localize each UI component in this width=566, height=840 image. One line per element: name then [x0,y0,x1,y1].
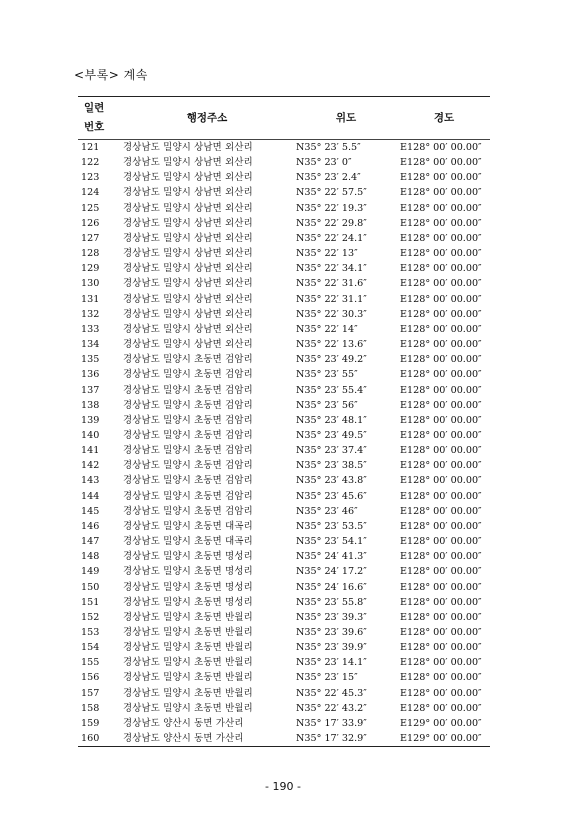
cell-number: 157 [81,687,100,699]
cell-longitude: E128° 00′ 00.00″ [400,339,482,351]
cell-longitude: E128° 00′ 00.00″ [400,217,482,229]
header-number-line1: 일련 [84,102,105,114]
cell-longitude: E128° 00′ 00.00″ [400,323,482,335]
cell-latitude: N35° 23′ 14.1″ [296,657,367,669]
table-row [78,428,490,443]
cell-longitude: E128° 00′ 00.00″ [400,202,482,214]
cell-latitude: N35° 23′ 48.1″ [296,414,367,426]
cell-address: 경상남도 밀양시 초동면 대곡리 [123,520,253,532]
cell-latitude: N35° 22′ 43.2″ [296,702,367,714]
cell-longitude: E128° 00′ 00.00″ [400,308,482,320]
cell-latitude: N35° 22′ 24.1″ [296,232,367,244]
cell-address: 경상남도 밀양시 상남면 외산리 [123,142,253,153]
cell-latitude: N35° 23′ 55.8″ [296,596,367,608]
cell-address: 경상남도 밀양시 초동면 검암리 [123,384,253,396]
cell-number: 159 [81,717,100,729]
cell-number: 156 [81,672,100,684]
header-latitude: 위도 [294,97,398,140]
appendix-heading: <부록> 계속 [74,68,148,82]
cell-number: 133 [81,323,100,335]
cell-number: 121 [81,142,100,153]
cell-address: 경상남도 밀양시 상남면 외산리 [123,217,253,229]
cell-longitude: E128° 00′ 00.00″ [400,475,482,487]
table-row [78,307,490,322]
cell-latitude: N35° 22′ 13.6″ [296,339,367,351]
table-row [78,337,490,352]
cell-latitude: N35° 22′ 19.3″ [296,202,367,214]
cell-latitude: N35° 23′ 39.3″ [296,611,367,623]
table-row [78,367,490,382]
cell-address: 경상남도 밀양시 초동면 반월리 [123,687,253,699]
cell-number: 148 [81,551,100,563]
cell-longitude: E128° 00′ 00.00″ [400,657,482,669]
cell-address: 경상남도 밀양시 초동면 검암리 [123,460,253,472]
cell-address: 경상남도 밀양시 초동면 검암리 [123,414,253,426]
table-row [78,261,490,276]
table-row [78,352,490,367]
cell-latitude: N35° 22′ 14″ [296,323,358,335]
cell-number: 149 [81,566,100,578]
cell-number: 128 [81,248,100,260]
table-row [78,595,490,610]
cell-longitude: E128° 00′ 00.00″ [400,172,482,184]
cell-latitude: N35° 23′ 39.9″ [296,642,367,654]
cell-number: 136 [81,369,100,381]
cell-longitude: E128° 00′ 00.00″ [400,142,482,153]
cell-latitude: N35° 23′ 15″ [296,672,358,684]
cell-number: 124 [81,187,100,199]
cell-longitude: E128° 00′ 00.00″ [400,702,482,714]
cell-longitude: E128° 00′ 00.00″ [400,248,482,260]
cell-number: 125 [81,202,100,214]
cell-number: 155 [81,657,100,669]
cell-address: 경상남도 밀양시 상남면 외산리 [123,323,253,335]
cell-longitude: E128° 00′ 00.00″ [400,460,482,472]
cell-number: 139 [81,414,100,426]
cell-number: 130 [81,278,100,290]
cell-latitude: N35° 23′ 43.8″ [296,475,367,487]
table-row [78,504,490,519]
cell-address: 경상남도 밀양시 초동면 명성리 [123,581,253,593]
header-address: 행정주소 [120,97,294,140]
table-row [78,716,490,731]
coordinates-table [78,96,490,747]
table-row [78,625,490,640]
cell-longitude: E128° 00′ 00.00″ [400,520,482,532]
cell-latitude: N35° 23′ 49.2″ [296,354,367,366]
cell-latitude: N35° 22′ 29.8″ [296,217,367,229]
table-row [78,670,490,685]
cell-number: 137 [81,384,100,396]
cell-address: 경상남도 밀양시 상남면 외산리 [123,248,253,260]
table-row [78,519,490,534]
table-row [78,170,490,185]
cell-address: 경상남도 밀양시 초동면 대곡리 [123,536,253,548]
cell-longitude: E128° 00′ 00.00″ [400,369,482,381]
table-row [78,686,490,701]
cell-number: 127 [81,232,100,244]
cell-number: 140 [81,429,100,441]
table-row [78,549,490,564]
table-row [78,246,490,261]
cell-latitude: N35° 22′ 45.3″ [296,687,367,699]
table-row [78,201,490,216]
cell-address: 경상남도 밀양시 상남면 외산리 [123,202,253,214]
cell-latitude: N35° 23′ 0″ [296,157,352,169]
cell-number: 142 [81,460,100,472]
cell-number: 151 [81,596,100,608]
cell-number: 153 [81,627,100,638]
table-row [78,443,490,458]
table-row [78,640,490,655]
table-row [78,655,490,670]
cell-latitude: N35° 22′ 30.3″ [296,308,367,320]
table-row [78,383,490,398]
cell-longitude: E128° 00′ 00.00″ [400,232,482,244]
cell-latitude: N35° 24′ 16.6″ [296,581,367,593]
table-row [78,534,490,549]
table-row [78,610,490,625]
cell-address: 경상남도 밀양시 상남면 외산리 [123,157,253,169]
cell-latitude: N35° 17′ 33.9″ [296,717,367,729]
cell-address: 경상남도 밀양시 초동면 반월리 [123,611,253,623]
table-row [78,216,490,231]
cell-address: 경상남도 밀양시 초동면 반월리 [123,702,253,714]
cell-address: 경상남도 밀양시 상남면 외산리 [123,172,253,184]
cell-latitude: N35° 22′ 13″ [296,248,358,260]
cell-longitude: E128° 00′ 00.00″ [400,429,482,441]
cell-longitude: E128° 00′ 00.00″ [400,490,482,502]
cell-longitude: E128° 00′ 00.00″ [400,611,482,623]
cell-number: 134 [81,339,100,351]
table-row [78,473,490,488]
cell-number: 131 [81,293,100,305]
cell-number: 158 [81,702,100,714]
cell-address: 경상남도 밀양시 상남면 외산리 [123,293,253,305]
cell-longitude: E128° 00′ 00.00″ [400,596,482,608]
page-number: - 190 - [265,780,301,793]
cell-address: 경상남도 밀양시 상남면 외산리 [123,232,253,244]
cell-longitude: E128° 00′ 00.00″ [400,687,482,699]
cell-latitude: N35° 22′ 34.1″ [296,263,367,275]
cell-latitude: N35° 24′ 41.3″ [296,551,367,563]
cell-number: 143 [81,475,100,487]
cell-latitude: N35° 24′ 17.2″ [296,566,367,578]
table-row [78,564,490,579]
cell-latitude: N35° 23′ 39.6″ [296,627,367,638]
header-longitude: 경도 [398,97,490,140]
cell-address: 경상남도 밀양시 초동면 명성리 [123,566,253,578]
cell-latitude: N35° 23′ 49.5″ [296,429,367,441]
cell-latitude: N35° 23′ 37.4″ [296,445,367,457]
table-row [78,701,490,716]
cell-number: 147 [81,536,100,548]
table-row [78,185,490,200]
cell-longitude: E128° 00′ 00.00″ [400,672,482,684]
cell-number: 150 [81,581,100,593]
cell-address: 경상남도 양산시 동면 가산리 [120,731,294,747]
cell-longitude: E128° 00′ 00.00″ [400,505,482,517]
cell-latitude: N35° 23′ 55″ [296,369,358,381]
table-row [78,398,490,413]
cell-longitude: E128° 00′ 00.00″ [400,187,482,199]
cell-address: 경상남도 밀양시 상남면 외산리 [123,308,253,320]
cell-longitude: E128° 00′ 00.00″ [400,551,482,563]
table-row [78,276,490,291]
table-row [78,458,490,473]
table-row [78,231,490,246]
cell-longitude: E128° 00′ 00.00″ [400,566,482,578]
cell-longitude: E128° 00′ 00.00″ [400,536,482,548]
cell-latitude: N35° 23′ 2.4″ [296,172,361,184]
cell-latitude: N35° 23′ 5.5″ [296,142,361,153]
cell-number: 135 [81,354,100,366]
cell-address: 경상남도 밀양시 상남면 외산리 [123,263,253,275]
table-row [78,489,490,504]
cell-longitude: E128° 00′ 00.00″ [400,445,482,457]
cell-address: 경상남도 밀양시 초동면 검암리 [123,490,253,502]
cell-longitude: E128° 00′ 00.00″ [400,354,482,366]
cell-latitude: N35° 23′ 38.5″ [296,460,367,472]
cell-latitude: N35° 22′ 57.5″ [296,187,367,199]
cell-latitude: N35° 23′ 56″ [296,399,358,411]
table-body [78,140,490,747]
cell-longitude: E128° 00′ 00.00″ [400,157,482,169]
cell-number: 154 [81,642,100,654]
cell-address: 경상남도 밀양시 초동면 검암리 [123,475,253,487]
table-row [78,155,490,170]
cell-longitude: E128° 00′ 00.00″ [400,642,482,654]
table-row [78,580,490,595]
cell-address: 경상남도 밀양시 초동면 반월리 [123,642,253,654]
cell-number: 152 [81,611,100,623]
cell-number: 122 [81,157,100,169]
cell-address: 경상남도 양산시 동면 가산리 [123,717,244,729]
table-row [78,413,490,428]
cell-number: 138 [81,399,100,411]
table-row [78,731,490,747]
cell-number: 129 [81,263,100,275]
table-header-row [78,97,490,140]
table-row [78,322,490,337]
cell-number: 132 [81,308,100,320]
cell-longitude: E129° 00′ 00.00″ [398,731,490,747]
cell-latitude: N35° 22′ 31.1″ [296,293,367,305]
cell-address: 경상남도 밀양시 초동면 반월리 [123,627,253,638]
cell-longitude: E128° 00′ 00.00″ [400,581,482,593]
cell-latitude: N35° 22′ 31.6″ [296,278,367,290]
cell-number: 160 [78,731,120,747]
cell-address: 경상남도 밀양시 초동면 검암리 [123,399,253,411]
cell-address: 경상남도 밀양시 초동면 반월리 [123,657,253,669]
header-number-line2: 번호 [84,121,105,133]
cell-address: 경상남도 밀양시 상남면 외산리 [123,339,253,351]
cell-latitude: N35° 17′ 32.9″ [294,731,398,747]
cell-address: 경상남도 밀양시 초동면 검암리 [123,429,253,441]
cell-longitude: E128° 00′ 00.00″ [400,384,482,396]
cell-longitude: E128° 00′ 00.00″ [400,263,482,275]
cell-longitude: E128° 00′ 00.00″ [400,414,482,426]
cell-latitude: N35° 23′ 54.1″ [296,536,367,548]
table-row [78,292,490,307]
header-number [78,97,120,140]
cell-longitude: E128° 00′ 00.00″ [400,627,482,638]
cell-number: 144 [81,490,100,502]
cell-number: 145 [81,505,100,517]
cell-longitude: E129° 00′ 00.00″ [400,717,482,729]
cell-address: 경상남도 밀양시 초동면 검암리 [123,369,253,381]
cell-latitude: N35° 23′ 55.4″ [296,384,367,396]
cell-address: 경상남도 밀양시 초동면 검암리 [123,354,253,366]
cell-number: 141 [81,445,100,457]
cell-longitude: E128° 00′ 00.00″ [400,293,482,305]
cell-address: 경상남도 밀양시 초동면 명성리 [123,551,253,563]
cell-address: 경상남도 밀양시 초동면 명성리 [123,596,253,608]
cell-longitude: E128° 00′ 00.00″ [400,399,482,411]
cell-address: 경상남도 밀양시 초동면 반월리 [123,672,253,684]
cell-address: 경상남도 밀양시 상남면 외산리 [123,278,253,290]
cell-latitude: N35° 23′ 53.5″ [296,520,367,532]
cell-address: 경상남도 밀양시 초동면 검암리 [123,505,253,517]
cell-address: 경상남도 밀양시 초동면 검암리 [123,445,253,457]
cell-number: 123 [81,172,100,184]
cell-address: 경상남도 밀양시 상남면 외산리 [123,187,253,199]
table-row [78,140,490,156]
cell-number: 146 [81,520,100,532]
cell-latitude: N35° 23′ 46″ [296,505,358,517]
cell-latitude: N35° 23′ 45.6″ [296,490,367,502]
cell-longitude: E128° 00′ 00.00″ [400,278,482,290]
cell-number: 126 [81,217,100,229]
